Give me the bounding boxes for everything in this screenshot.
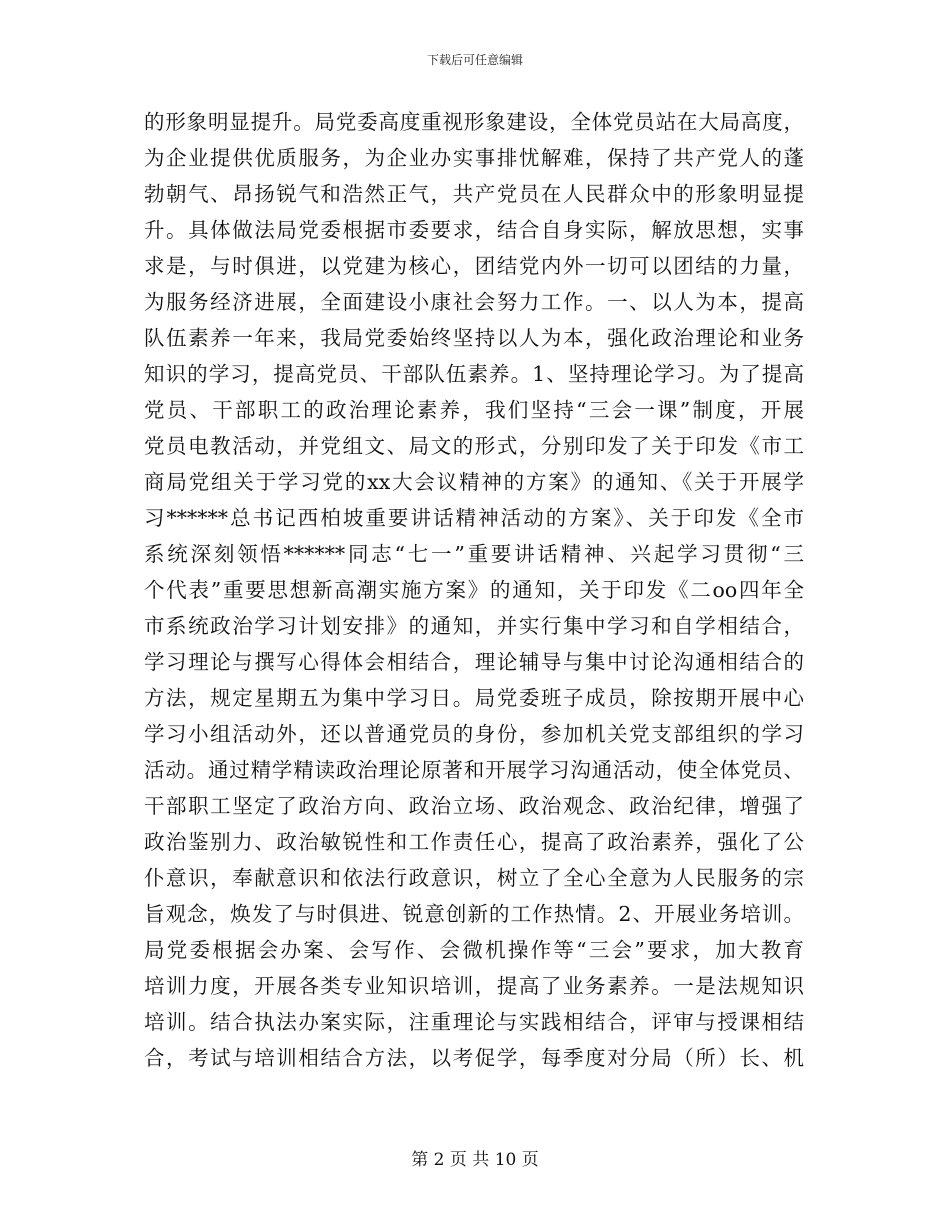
page-number: 第 2 页 共 10 页 xyxy=(411,1150,539,1170)
body-line: 升。具体做法局党委根据市委要求，结合自身实际，解放思想，实事 xyxy=(144,218,804,242)
body-line: 知识的学习，提高党员、干部队伍素养。1、坚持理论学习。为了提高 xyxy=(144,362,804,386)
body-line: 仆意识，奉献意识和依法行政意识，树立了全心全意为人民服务的宗 xyxy=(144,866,804,890)
body-line: 局党委根据会办案、会写作、会微机操作等“三会”要求，加大教育 xyxy=(144,938,804,962)
body-line: 活动。通过精学精读政治理论原著和开展学习沟通活动，使全体党员、 xyxy=(144,758,804,782)
body-line: 培训力度，开展各类专业知识培训，提高了业务素养。一是法规知识 xyxy=(144,974,804,998)
body-line: 习******总书记西柏坡重要讲话精神活动的方案》、关于印发《全市 xyxy=(144,506,804,530)
body-line: 方法，规定星期五为集中学习日。局党委班子成员，除按期开展中心 xyxy=(144,686,804,710)
document-body xyxy=(144,104,804,1076)
body-line: 合，考试与培训相结合方法，以考促学，每季度对分局（所）长、机 xyxy=(144,1046,804,1070)
body-line: 队伍素养一年来，我局党委始终坚持以人为本，强化政治理论和业务 xyxy=(144,326,804,350)
body-line: 培训。结合执法办案实际，注重理论与实践相结合，评审与授课相结 xyxy=(144,1010,804,1034)
page-header: 下载后可任意编辑 xyxy=(426,53,523,67)
body-line: 商局党组关于学习党的xx大会议精神的方案》的通知、《关于开展学 xyxy=(144,470,804,494)
body-line: 政治鉴别力、政治敏锐性和工作责任心，提高了政治素养，强化了公 xyxy=(144,830,804,854)
body-line: 为服务经济进展，全面建设小康社会努力工作。一、以人为本，提高 xyxy=(144,290,804,314)
body-line: 旨观念，焕发了与时俱进、锐意创新的工作热情。2、开展业务培训。 xyxy=(144,902,804,926)
body-line: 求是，与时俱进，以党建为核心，团结党内外一切可以团结的力量， xyxy=(144,254,804,278)
body-line: 勃朝气、昂扬锐气和浩然正气，共产党员在人民群众中的形象明显提 xyxy=(144,182,804,206)
body-line: 学习理论与撰写心得体会相结合，理论辅导与集中讨论沟通相结合的 xyxy=(144,650,804,674)
body-line: 个代表”重要思想新高潮实施方案》的通知，关于印发《二oo四年全 xyxy=(144,578,804,602)
body-line: 为企业提供优质服务，为企业办实事排忧解难，保持了共产党人的蓬 xyxy=(144,146,804,170)
body-line: 干部职工坚定了政治方向、政治立场、政治观念、政治纪律，增强了 xyxy=(144,794,804,818)
body-line: 党员、干部职工的政治理论素养，我们坚持“三会一课”制度，开展 xyxy=(144,398,804,422)
body-line: 的形象明显提升。局党委高度重视形象建设，全体党员站在大局高度， xyxy=(144,110,804,134)
body-line: 党员电教活动，并党组文、局文的形式，分别印发了关于印发《市工 xyxy=(144,434,804,458)
body-line: 系统深刻领悟******同志“七一”重要讲话精神、兴起学习贯彻“三 xyxy=(144,542,804,566)
body-line: 学习小组活动外，还以普通党员的身份，参加机关党支部组织的学习 xyxy=(144,722,804,746)
body-line: 市系统政治学习计划安排》的通知，并实行集中学习和自学相结合， xyxy=(144,614,804,638)
